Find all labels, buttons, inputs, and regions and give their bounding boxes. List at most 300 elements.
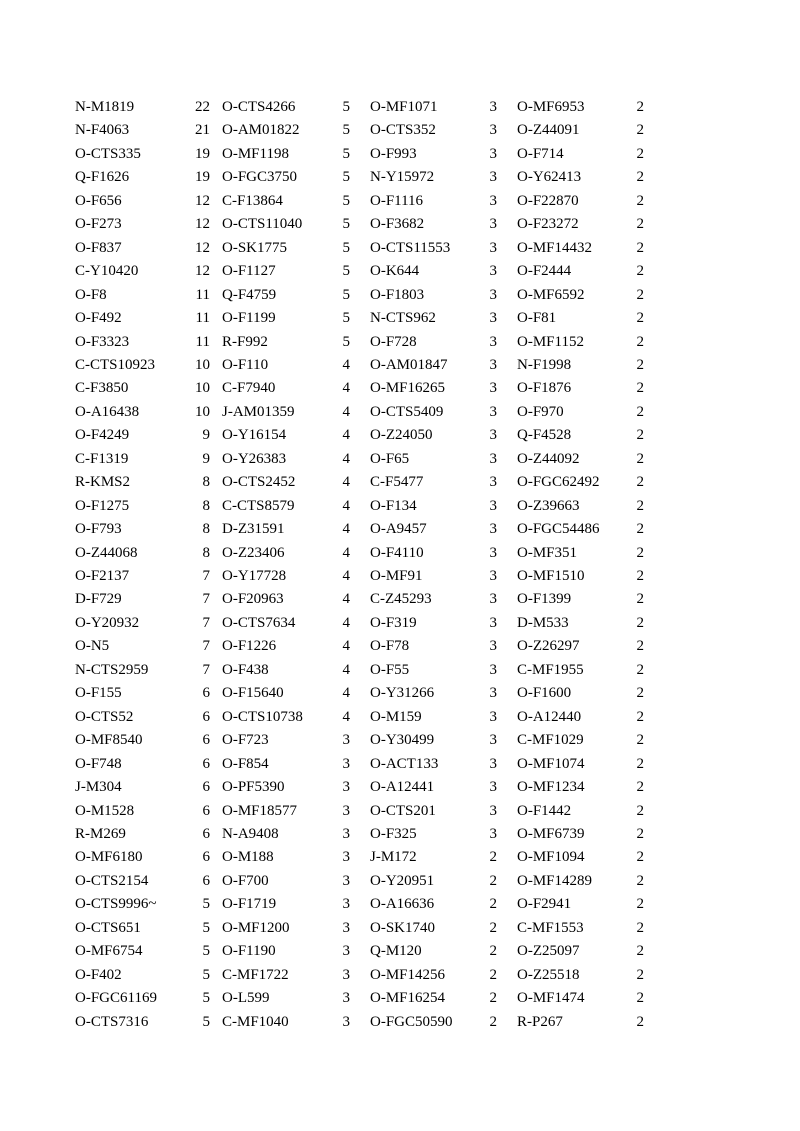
- count-cell: 11: [195, 333, 210, 350]
- haplogroup-id-cell: O-F748: [75, 755, 122, 772]
- haplogroup-id-cell: Q-F1626: [75, 169, 130, 186]
- haplogroup-id-cell: J-AM01359: [222, 403, 295, 420]
- haplogroup-id-cell: O-M1528: [75, 802, 135, 819]
- haplogroup-id-cell: O-F1442: [517, 802, 572, 819]
- haplogroup-id-cell: C-CTS8579: [222, 497, 295, 514]
- count-cell: 4: [342, 638, 350, 655]
- count-cell: 5: [342, 145, 350, 162]
- count-cell: 3: [342, 896, 350, 913]
- haplogroup-id-cell: O-AM01847: [370, 356, 448, 373]
- count-cell: 5: [342, 263, 350, 280]
- haplogroup-id-cell: O-F492: [75, 310, 122, 327]
- count-cell: 2: [636, 732, 644, 749]
- count-cell: 2: [636, 333, 644, 350]
- haplogroup-id-cell: O-F1876: [517, 380, 572, 397]
- haplogroup-id-cell: C-MF1722: [222, 966, 289, 983]
- count-cell: 8: [202, 544, 210, 561]
- count-cell: 3: [342, 779, 350, 796]
- table-row: [0, 729, 800, 751]
- haplogroup-id-cell: C-F5477: [370, 474, 424, 491]
- haplogroup-id-cell: Q-F4528: [517, 427, 572, 444]
- table-row: [0, 1011, 800, 1033]
- haplogroup-id-cell: O-CTS10738: [222, 708, 303, 725]
- count-cell: 3: [489, 427, 497, 444]
- haplogroup-id-cell: O-F700: [222, 872, 269, 889]
- table-row: [0, 706, 800, 728]
- haplogroup-id-cell: O-M188: [222, 849, 274, 866]
- count-cell: 2: [636, 380, 644, 397]
- count-cell: 3: [489, 216, 497, 233]
- haplogroup-id-cell: N-F4063: [75, 122, 130, 139]
- haplogroup-id-cell: O-F837: [75, 239, 122, 256]
- count-cell: 3: [489, 685, 497, 702]
- count-cell: 12: [195, 216, 210, 233]
- haplogroup-id-cell: O-F8: [75, 286, 107, 303]
- count-cell: 7: [202, 638, 210, 655]
- count-cell: 3: [489, 568, 497, 584]
- count-cell: 5: [342, 286, 350, 303]
- haplogroup-id-cell: O-CTS52: [75, 708, 134, 725]
- haplogroup-id-cell: O-FGC62492: [517, 474, 600, 491]
- haplogroup-id-cell: O-MF1200: [222, 919, 290, 936]
- haplogroup-id-cell: O-F1399: [517, 591, 572, 608]
- count-cell: 4: [342, 614, 350, 631]
- count-cell: 10: [195, 403, 210, 420]
- count-cell: 2: [636, 849, 644, 866]
- count-cell: 5: [342, 169, 350, 186]
- count-cell: 3: [489, 380, 497, 397]
- count-cell: 22: [195, 99, 210, 115]
- haplogroup-id-cell: D-M533: [517, 614, 569, 631]
- table-row: [0, 659, 800, 681]
- count-cell: 2: [636, 310, 644, 327]
- haplogroup-id-cell: C-Y10420: [75, 263, 139, 280]
- haplogroup-id-cell: N-Y15972: [370, 169, 435, 186]
- count-cell: 2: [636, 872, 644, 889]
- haplogroup-id-cell: O-Y30499: [370, 732, 435, 749]
- count-cell: 2: [636, 99, 644, 115]
- haplogroup-id-cell: C-MF1955: [517, 661, 584, 678]
- count-cell: 7: [202, 591, 210, 608]
- haplogroup-id-cell: C-MF1029: [517, 732, 584, 749]
- count-cell: 2: [636, 450, 644, 467]
- count-cell: 9: [202, 450, 210, 467]
- count-cell: 5: [342, 99, 350, 115]
- haplogroup-id-cell: O-F1275: [75, 497, 130, 514]
- haplogroup-id-cell: O-F319: [370, 614, 417, 631]
- table-row: [0, 893, 800, 915]
- table-row: [0, 448, 800, 470]
- haplogroup-id-cell: O-F325: [370, 825, 417, 842]
- count-cell: 2: [636, 614, 644, 631]
- table-row: [0, 987, 800, 1009]
- count-cell: 3: [489, 638, 497, 655]
- haplogroup-id-cell: O-Z24050: [370, 427, 433, 444]
- table-row: [0, 237, 800, 259]
- count-cell: 3: [489, 263, 497, 280]
- haplogroup-id-cell: O-MF1094: [517, 849, 585, 866]
- table-row: [0, 260, 800, 282]
- haplogroup-id-cell: R-P267: [517, 1013, 563, 1030]
- count-cell: 3: [489, 333, 497, 350]
- haplogroup-id-cell: O-F20963: [222, 591, 284, 608]
- haplogroup-id-cell: O-F1600: [517, 685, 572, 702]
- table-row: [0, 964, 800, 986]
- count-cell: 2: [489, 872, 497, 889]
- haplogroup-id-cell: O-F155: [75, 685, 122, 702]
- count-cell: 10: [195, 356, 210, 373]
- table-row: [0, 143, 800, 165]
- count-cell: 2: [636, 145, 644, 162]
- haplogroup-id-cell: O-F1116: [370, 192, 424, 209]
- haplogroup-id-cell: O-Z44091: [517, 122, 580, 139]
- count-cell: 3: [489, 732, 497, 749]
- haplogroup-id-cell: O-K644: [370, 263, 420, 280]
- table-row: [0, 800, 800, 822]
- haplogroup-id-cell: N-F1998: [517, 356, 572, 373]
- haplogroup-id-cell: Q-F4759: [222, 286, 277, 303]
- count-cell: 4: [342, 497, 350, 514]
- table-row: [0, 565, 800, 587]
- haplogroup-id-cell: C-F7940: [222, 380, 276, 397]
- count-cell: 3: [489, 239, 497, 256]
- count-cell: 2: [636, 544, 644, 561]
- haplogroup-id-cell: O-F15640: [222, 685, 284, 702]
- table-row: [0, 917, 800, 939]
- haplogroup-id-cell: O-MF6592: [517, 286, 585, 303]
- table-row: [0, 307, 800, 329]
- count-cell: 2: [636, 427, 644, 444]
- count-cell: 2: [636, 356, 644, 373]
- count-cell: 2: [636, 990, 644, 1007]
- haplogroup-id-cell: O-ACT133: [370, 755, 439, 772]
- count-cell: 2: [489, 990, 497, 1007]
- count-cell: 6: [202, 849, 210, 866]
- haplogroup-id-cell: O-MF1510: [517, 568, 585, 584]
- haplogroup-id-cell: R-KMS2: [75, 474, 131, 491]
- haplogroup-id-cell: O-F728: [370, 333, 417, 350]
- haplogroup-id-cell: O-A12440: [517, 708, 582, 725]
- haplogroup-id-cell: O-MF1198: [222, 145, 289, 162]
- haplogroup-id-cell: O-FGC50590: [370, 1013, 453, 1030]
- count-cell: 5: [342, 216, 350, 233]
- haplogroup-id-cell: O-Z26297: [517, 638, 580, 655]
- haplogroup-id-cell: O-SK1775: [222, 239, 288, 256]
- haplogroup-id-cell: O-F714: [517, 145, 564, 162]
- haplogroup-id-cell: O-F55: [370, 661, 410, 678]
- haplogroup-id-cell: O-MF14256: [370, 966, 446, 983]
- count-cell: 3: [342, 990, 350, 1007]
- haplogroup-id-cell: D-F729: [75, 591, 122, 608]
- haplogroup-id-cell: O-F1199: [222, 310, 276, 327]
- haplogroup-id-cell: O-F656: [75, 192, 122, 209]
- count-cell: 6: [202, 872, 210, 889]
- count-cell: 3: [489, 755, 497, 772]
- count-cell: 2: [636, 568, 644, 584]
- haplogroup-id-cell: C-Z45293: [370, 591, 432, 608]
- count-cell: 3: [489, 192, 497, 209]
- haplogroup-id-cell: O-F3682: [370, 216, 425, 233]
- haplogroup-id-cell: O-CTS651: [75, 919, 141, 936]
- haplogroup-id-cell: O-F1719: [222, 896, 277, 913]
- count-cell: 3: [489, 544, 497, 561]
- count-cell: 19: [195, 145, 210, 162]
- table-row: [0, 518, 800, 540]
- count-cell: 3: [489, 122, 497, 139]
- count-cell: 21: [195, 122, 210, 139]
- haplogroup-id-cell: O-F65: [370, 450, 410, 467]
- haplogroup-id-cell: O-Y20951: [370, 872, 435, 889]
- haplogroup-id-cell: D-Z31591: [222, 521, 285, 538]
- table-row: [0, 635, 800, 657]
- table-row: [0, 471, 800, 493]
- haplogroup-id-cell: O-CTS5409: [370, 403, 444, 420]
- count-cell: 4: [342, 450, 350, 467]
- haplogroup-id-cell: O-F78: [370, 638, 410, 655]
- haplogroup-id-cell: O-F273: [75, 216, 122, 233]
- count-cell: 3: [489, 474, 497, 491]
- count-cell: 3: [489, 310, 497, 327]
- haplogroup-id-cell: O-CTS9996~: [75, 896, 157, 913]
- table-row: [0, 588, 800, 610]
- count-cell: 2: [636, 169, 644, 186]
- count-cell: 2: [636, 1013, 644, 1030]
- count-cell: 4: [342, 380, 350, 397]
- count-cell: 3: [489, 779, 497, 796]
- count-cell: 2: [636, 755, 644, 772]
- count-cell: 2: [636, 825, 644, 842]
- haplogroup-id-cell: O-CTS2452: [222, 474, 296, 491]
- count-cell: 2: [636, 591, 644, 608]
- haplogroup-id-cell: O-F81: [517, 310, 557, 327]
- count-cell: 4: [342, 356, 350, 373]
- count-cell: 3: [489, 403, 497, 420]
- haplogroup-id-cell: O-MF6739: [517, 825, 585, 842]
- count-cell: 3: [489, 169, 497, 186]
- table-row: [0, 753, 800, 775]
- haplogroup-id-cell: O-MF1071: [370, 99, 438, 115]
- count-cell: 3: [342, 919, 350, 936]
- haplogroup-id-cell: O-F4249: [75, 427, 130, 444]
- table-row: [0, 96, 800, 118]
- count-cell: 2: [636, 966, 644, 983]
- haplogroup-id-cell: O-MF1074: [517, 755, 585, 772]
- count-cell: 3: [342, 732, 350, 749]
- count-cell: 4: [342, 708, 350, 725]
- haplogroup-id-cell: O-F3323: [75, 333, 130, 350]
- count-cell: 2: [636, 403, 644, 420]
- count-cell: 6: [202, 779, 210, 796]
- haplogroup-id-cell: O-Z39663: [517, 497, 580, 514]
- count-cell: 2: [489, 849, 497, 866]
- haplogroup-id-cell: O-PF5390: [222, 779, 285, 796]
- haplogroup-id-cell: O-L599: [222, 990, 270, 1007]
- count-cell: 3: [342, 872, 350, 889]
- haplogroup-id-cell: O-CTS335: [75, 145, 141, 162]
- count-cell: 2: [636, 122, 644, 139]
- haplogroup-id-cell: O-Z44092: [517, 450, 580, 467]
- haplogroup-id-cell: O-A16636: [370, 896, 435, 913]
- haplogroup-id-cell: O-Y17728: [222, 568, 287, 584]
- haplogroup-id-cell: O-FGC61169: [75, 990, 157, 1007]
- haplogroup-id-cell: N-CTS2959: [75, 661, 149, 678]
- count-cell: 5: [202, 990, 210, 1007]
- haplogroup-id-cell: O-CTS201: [370, 802, 436, 819]
- haplogroup-id-cell: O-Y26383: [222, 450, 287, 467]
- haplogroup-id-cell: O-F793: [75, 521, 122, 538]
- count-cell: 2: [636, 474, 644, 491]
- haplogroup-id-cell: O-MF16265: [370, 380, 446, 397]
- table-row: [0, 166, 800, 188]
- count-cell: 4: [342, 661, 350, 678]
- count-cell: 3: [489, 450, 497, 467]
- table-row: [0, 213, 800, 235]
- haplogroup-id-cell: C-MF1553: [517, 919, 584, 936]
- haplogroup-id-cell: O-MF91: [370, 568, 423, 584]
- haplogroup-id-cell: O-MF14289: [517, 872, 593, 889]
- count-cell: 2: [636, 239, 644, 256]
- count-cell: 5: [202, 896, 210, 913]
- haplogroup-id-cell: O-F1803: [370, 286, 425, 303]
- haplogroup-id-cell: O-Y20932: [75, 614, 140, 631]
- table-row: [0, 377, 800, 399]
- haplogroup-id-cell: O-Y62413: [517, 169, 582, 186]
- count-cell: 2: [489, 966, 497, 983]
- haplogroup-id-cell: O-CTS11553: [370, 239, 451, 256]
- count-cell: 3: [342, 966, 350, 983]
- table-row: [0, 823, 800, 845]
- count-cell: 5: [202, 943, 210, 960]
- table-row: [0, 331, 800, 353]
- count-cell: 4: [342, 591, 350, 608]
- haplogroup-id-cell: O-F1127: [222, 263, 276, 280]
- haplogroup-id-cell: O-MF16254: [370, 990, 446, 1007]
- haplogroup-id-cell: O-M159: [370, 708, 422, 725]
- haplogroup-id-cell: O-F723: [222, 732, 269, 749]
- haplogroup-id-cell: O-F1226: [222, 638, 277, 655]
- haplogroup-id-cell: C-F1319: [75, 450, 129, 467]
- count-cell: 5: [342, 310, 350, 327]
- count-cell: 6: [202, 708, 210, 725]
- count-cell: 8: [202, 521, 210, 538]
- table-row: [0, 542, 800, 564]
- count-cell: 5: [202, 1013, 210, 1030]
- count-cell: 19: [195, 169, 210, 186]
- haplogroup-id-cell: O-MF18577: [222, 802, 298, 819]
- haplogroup-id-cell: O-F2137: [75, 568, 130, 584]
- haplogroup-id-cell: O-Z25097: [517, 943, 580, 960]
- haplogroup-id-cell: O-Y31266: [370, 685, 435, 702]
- count-cell: 12: [195, 192, 210, 209]
- haplogroup-id-cell: O-CTS11040: [222, 216, 303, 233]
- haplogroup-id-cell: O-F134: [370, 497, 417, 514]
- count-cell: 4: [342, 427, 350, 444]
- haplogroup-id-cell: C-MF1040: [222, 1013, 289, 1030]
- count-cell: 3: [489, 591, 497, 608]
- haplogroup-id-cell: N-CTS962: [370, 310, 436, 327]
- haplogroup-id-cell: J-M304: [75, 779, 122, 796]
- haplogroup-id-cell: O-MF1234: [517, 779, 585, 796]
- count-cell: 3: [489, 145, 497, 162]
- count-cell: 3: [489, 708, 497, 725]
- haplogroup-id-cell: O-SK1740: [370, 919, 436, 936]
- haplogroup-id-cell: O-Y16154: [222, 427, 287, 444]
- count-cell: 3: [342, 825, 350, 842]
- count-cell: 8: [202, 474, 210, 491]
- count-cell: 3: [342, 802, 350, 819]
- count-cell: 3: [489, 286, 497, 303]
- haplogroup-id-cell: O-MF6180: [75, 849, 143, 866]
- count-cell: 2: [636, 263, 644, 280]
- count-cell: 8: [202, 497, 210, 514]
- haplogroup-id-cell: C-CTS10923: [75, 356, 156, 373]
- haplogroup-id-cell: O-Z23406: [222, 544, 285, 561]
- table-row: [0, 612, 800, 634]
- count-cell: 2: [636, 685, 644, 702]
- table-row: [0, 119, 800, 141]
- count-cell: 6: [202, 732, 210, 749]
- haplogroup-id-cell: O-N5: [75, 638, 110, 655]
- count-cell: 2: [636, 192, 644, 209]
- haplogroup-id-cell: O-FGC54486: [517, 521, 600, 538]
- count-cell: 4: [342, 685, 350, 702]
- count-cell: 2: [636, 779, 644, 796]
- count-cell: 3: [489, 802, 497, 819]
- haplogroup-id-cell: C-F13864: [222, 192, 283, 209]
- count-cell: 2: [636, 497, 644, 514]
- count-cell: 4: [342, 474, 350, 491]
- count-cell: 2: [636, 802, 644, 819]
- count-cell: 6: [202, 755, 210, 772]
- count-cell: 3: [342, 1013, 350, 1030]
- haplogroup-id-cell: O-CTS7316: [75, 1013, 149, 1030]
- haplogroup-id-cell: O-MF351: [517, 544, 578, 561]
- count-cell: 3: [489, 614, 497, 631]
- count-cell: 2: [636, 943, 644, 960]
- haplogroup-id-cell: O-F1190: [222, 943, 276, 960]
- count-cell: 12: [195, 263, 210, 280]
- table-row: [0, 846, 800, 868]
- haplogroup-id-cell: C-F3850: [75, 380, 129, 397]
- haplogroup-id-cell: O-MF1152: [517, 333, 584, 350]
- haplogroup-id-cell: O-F23272: [517, 216, 579, 233]
- haplogroup-id-cell: O-AM01822: [222, 122, 300, 139]
- count-cell: 5: [202, 919, 210, 936]
- haplogroup-id-cell: N-A9408: [222, 825, 279, 842]
- count-cell: 2: [489, 919, 497, 936]
- count-cell: 3: [489, 521, 497, 538]
- count-cell: 3: [489, 497, 497, 514]
- count-cell: 5: [342, 239, 350, 256]
- haplogroup-id-cell: O-F438: [222, 661, 269, 678]
- count-cell: 4: [342, 568, 350, 584]
- count-cell: 2: [636, 896, 644, 913]
- haplogroup-id-cell: O-MF8540: [75, 732, 143, 749]
- count-cell: 2: [489, 943, 497, 960]
- count-cell: 2: [636, 216, 644, 233]
- count-cell: 6: [202, 802, 210, 819]
- count-cell: 3: [489, 825, 497, 842]
- table-row: [0, 424, 800, 446]
- count-cell: 5: [342, 192, 350, 209]
- table-row: [0, 870, 800, 892]
- count-cell: 2: [489, 1013, 497, 1030]
- table-row: [0, 495, 800, 517]
- count-cell: 2: [636, 521, 644, 538]
- count-cell: 2: [636, 708, 644, 725]
- haplogroup-id-cell: O-F970: [517, 403, 564, 420]
- haplogroup-id-cell: J-M172: [370, 849, 417, 866]
